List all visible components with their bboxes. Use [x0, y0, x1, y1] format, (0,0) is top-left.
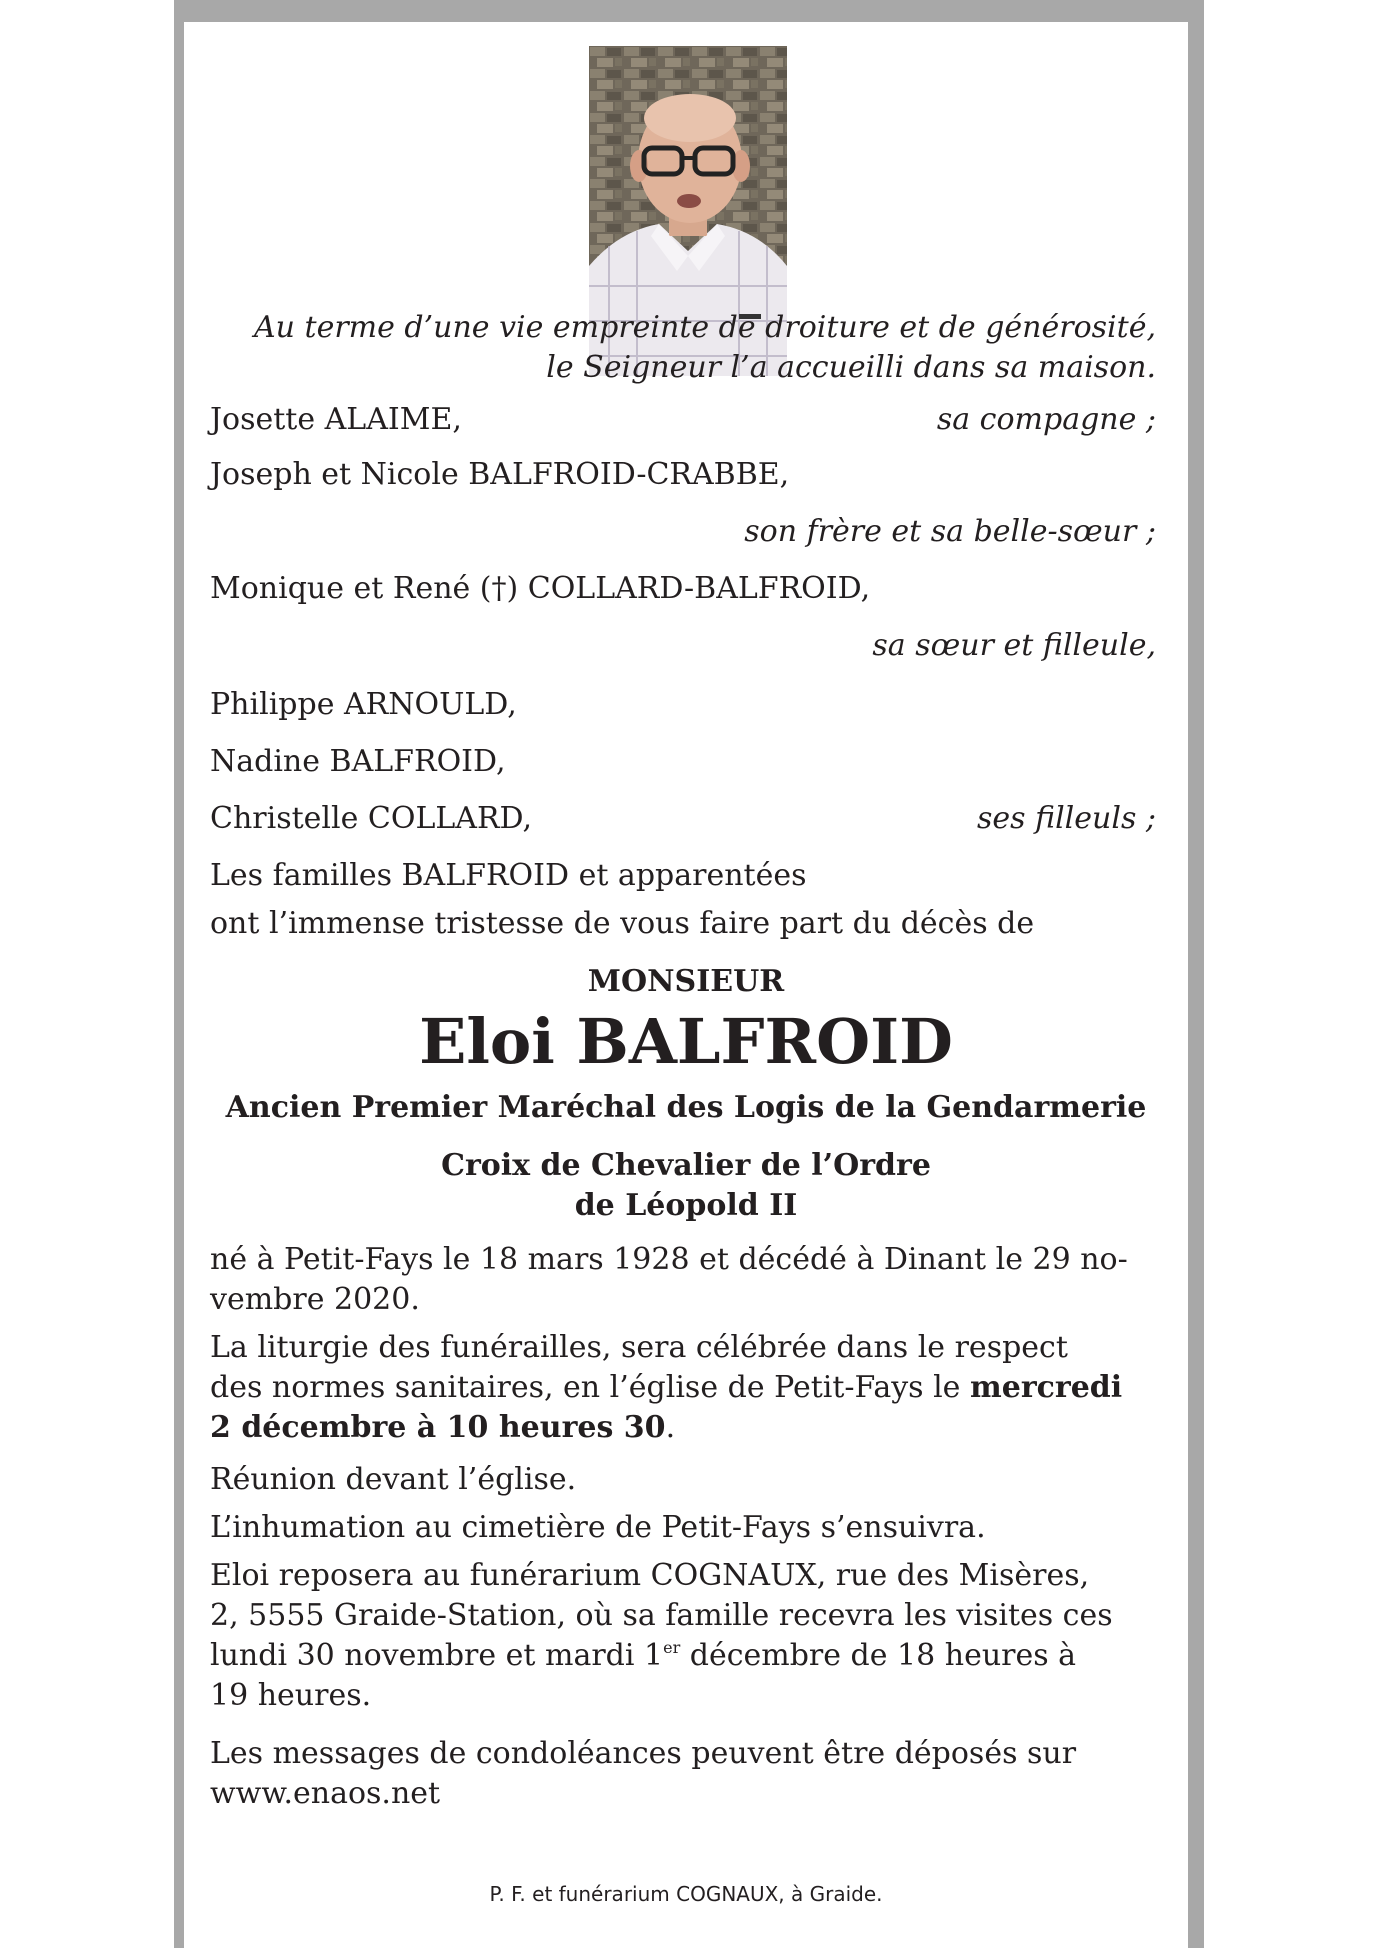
family-relation-monique: sa sœur et filleule,	[872, 628, 1156, 663]
birth-death-paragraph	[210, 1240, 1160, 1320]
liturgy-text: des normes sanitaires, en l’église de Petit-Fays le	[210, 1370, 970, 1405]
visit-line-4: 19 heures.	[210, 1678, 372, 1713]
visit-line-2: 2, 5555 Graide-Station, où sa famille recevra les visites ces	[210, 1598, 1113, 1633]
family-relation-joseph: son frère et sa belle-sœur ;	[744, 514, 1156, 549]
liturgy-period: .	[665, 1410, 676, 1445]
visit-line-3	[210, 1636, 1160, 1676]
family-row-christelle	[210, 799, 1156, 839]
funeral-home-credit: P. F. et funérarium COGNAUX, à Graide.	[489, 1882, 883, 1906]
liturgy-line-1: La liturgie des funérailles, sera célébrée dans le respect	[210, 1330, 1068, 1365]
birth-line-1: né à Petit-Fays le 18 mars 1928 et décédé à Dinant le 29 no-	[210, 1242, 1128, 1277]
notice-card	[184, 22, 1188, 1948]
birth-line-2: vembre 2020.	[210, 1282, 420, 1317]
family-name: Josette ALAIME,	[210, 402, 462, 437]
liturgy-day: mercredi	[969, 1370, 1123, 1405]
family-name-nadine: Nadine BALFROID,	[210, 744, 506, 779]
burial-text: L’inhumation au cimetière de Petit-Fays s’ensuivra.	[210, 1510, 986, 1545]
visits-paragraph	[210, 1556, 1160, 1716]
visit-line-1: Eloi reposera au funérarium COGNAUX, rue des Misères,	[210, 1558, 1090, 1593]
decoration-line-2: de Léopold II	[574, 1188, 798, 1223]
deceased-name: Eloi BALFROID	[419, 1005, 953, 1078]
epigraph-line-2: le Seigneur l’a accueilli dans sa maison.	[546, 350, 1156, 385]
family-relation: ses filleuls ;	[977, 801, 1156, 836]
family-name: Christelle COLLARD,	[210, 801, 533, 836]
epigraph-line-1: Au terme d’une vie empreinte de droiture et de générosité,	[254, 310, 1156, 345]
family-name-monique: Monique et René (†) COLLARD-BALFROID,	[210, 571, 871, 606]
condolences-line-1: Les messages de condoléances peuvent être déposés sur	[210, 1736, 1077, 1771]
decoration-line-1: Croix de Chevalier de l’Ordre	[441, 1148, 931, 1183]
family-relation: sa compagne ;	[936, 402, 1156, 437]
condolences-website: www.enaos.net	[210, 1776, 441, 1811]
liturgy-paragraph	[210, 1328, 1160, 1448]
meeting-text: Réunion devant l’église.	[210, 1462, 577, 1497]
family-name-joseph: Joseph et Nicole BALFROID-CRABBE,	[210, 457, 790, 492]
family-name-philippe: Philippe ARNOULD,	[210, 687, 517, 722]
visit-text-b: décembre de 18 heures à	[680, 1638, 1077, 1673]
visit-superscript: er	[663, 1638, 681, 1657]
visit-text-a: lundi 30 novembre et mardi 1	[210, 1638, 664, 1673]
honorific: MONSIEUR	[587, 964, 785, 999]
condolences-paragraph	[210, 1734, 1160, 1814]
deceased-title: Ancien Premier Maréchal des Logis de la Gendarmerie	[225, 1090, 1147, 1125]
liturgy-line-2	[210, 1368, 1160, 1408]
families-line-2: ont l’immense tristesse de vous faire part du décès de	[210, 906, 1035, 941]
family-row-josette	[210, 400, 1156, 440]
liturgy-datetime: 2 décembre à 10 heures 30	[210, 1410, 666, 1445]
families-line-1: Les familles BALFROID et apparentées	[210, 858, 807, 893]
notice-frame	[174, 0, 1204, 1948]
liturgy-line-3	[210, 1408, 1160, 1448]
